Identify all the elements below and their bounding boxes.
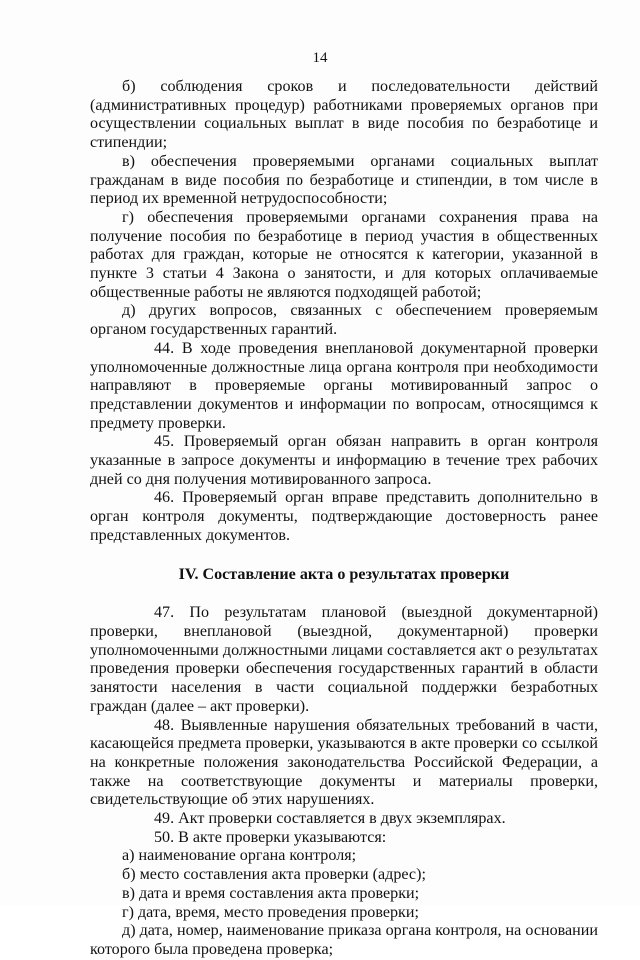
paragraph-48 xyxy=(90,717,598,811)
page-number: 14 xyxy=(312,50,328,66)
list-item-g: г) дата, время, место проведения проверки; xyxy=(122,903,419,921)
paragraph-g: г) обеспечения проверяемыми органами сохранения права на получение пособия по безработице в период участия в общественных работах для граждан, которые не относятся к категории, указанной в пункте 3 статьи 4 Закона о занятости, и для которых оплачиваемые общественные работы не являются подходящей работой; xyxy=(90,208,598,301)
paragraph-number: 49. xyxy=(154,810,175,828)
paragraph-d: д) других вопросов, связанных с обеспечением проверяемым органом государственных гарантий. xyxy=(90,302,598,339)
list-item-a: а) наименование органа контроля; xyxy=(122,847,357,865)
document-body xyxy=(90,78,598,960)
section-heading: IV. Составление акта о результатах проверки xyxy=(178,565,510,583)
paragraph-text: Проверяемый орган обязан направить в орган контроля указанные в запросе документы и информацию в течение трех рабочих дней со дня получения мотивированного запроса. xyxy=(90,433,598,488)
paragraph-text: Выявленные нарушения обязательных требований в части, касающейся предмета проверки, указываются в акте проверки со ссылкой на конкретные положения законодательства Российской Федерации, а также на соответствующие документы и материалы проверки, свидетельствующие об этих нарушениях. xyxy=(90,716,598,809)
list-item-v: в) дата и время составления акта проверки; xyxy=(122,884,420,902)
paragraph-45 xyxy=(90,433,598,489)
paragraph-text: Проверяемый орган вправе представить дополнительно в орган контроля документы, подтверждающие достоверность ранее представленных документов. xyxy=(90,489,598,544)
paragraph-number: 48. xyxy=(154,716,175,734)
paragraph-text: В ходе проведения внеплановой документарной проверки уполномоченные должностные лица органа контроля при необходимости направляют в проверяемые органы мотивированный запрос о представлении документов и информации по вопросам, относящимся к предмету проверки. xyxy=(90,339,598,432)
paragraph-44 xyxy=(90,340,598,434)
paragraph-50 xyxy=(90,829,598,848)
list-item-d: д) дата, номер, наименование приказа органа контроля, на основании которого была проведена проверка; xyxy=(90,922,598,958)
paragraph-text: По результатам плановой (выездной документарной) проверки, внеплановой (выездной, документарной) проверки уполномоченными должностными лицами составляется акт о результатах проведения проверки обеспечения государственных гарантий в области занятости населения в части социальной поддержки безработных граждан (далее – акт проверки). xyxy=(90,604,598,715)
paragraph-47 xyxy=(90,604,598,716)
paragraph-text: В акте проверки указываются: xyxy=(178,828,387,846)
paragraph-number: 50. xyxy=(154,828,175,846)
list-item-b: б) место составления акта проверки (адрес); xyxy=(122,866,426,884)
paragraph-number: 44. xyxy=(154,339,175,357)
paragraph-text: Акт проверки составляется в двух экземплярах. xyxy=(178,810,506,828)
paragraph-number: 45. xyxy=(154,433,175,451)
paragraph-v: в) обеспечения проверяемыми органами социальных выплат гражданам в виде пособия по безработице и стипендии, в том числе в период их временной нетрудоспособности; xyxy=(90,152,598,208)
paragraph-number: 47. xyxy=(154,604,175,622)
paragraph-49 xyxy=(90,810,598,829)
paragraph-number: 46. xyxy=(154,489,175,507)
paragraph-46 xyxy=(90,489,598,545)
paragraph-b: б) соблюдения сроков и последовательности действий (административных процедур) работниками проверяемых органов при осуществлении социальных выплат в виде пособия по безработице и стипендии; xyxy=(90,78,598,152)
